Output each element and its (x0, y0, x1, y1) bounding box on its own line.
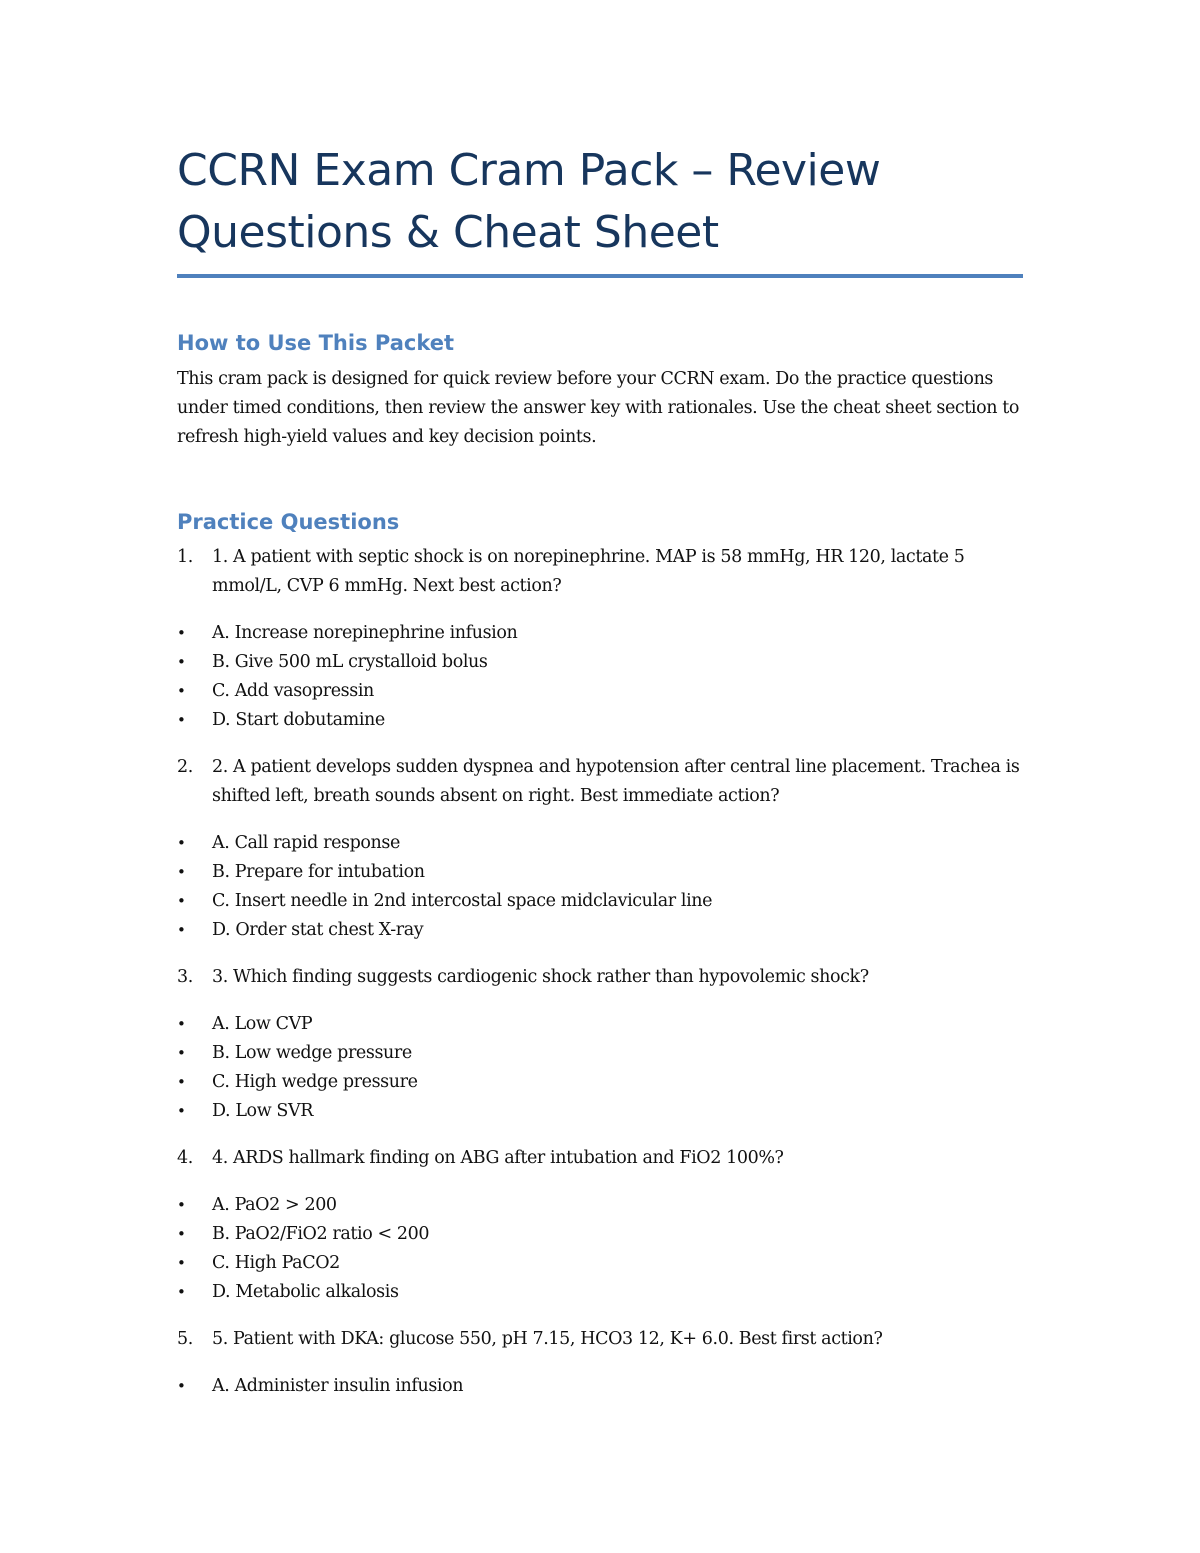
answer-option-text: D. Order stat chest X-ray (212, 920, 424, 940)
bullet-icon: • (177, 892, 186, 910)
bullet-icon: • (177, 863, 186, 881)
answer-option (177, 1039, 1023, 1068)
answer-option (177, 1220, 1023, 1249)
answer-option-text: B. PaO2/FiO2 ratio < 200 (212, 1224, 430, 1244)
question-text: 3. Which finding suggests cardiogenic shock rather than hypovolemic shock? (212, 967, 869, 987)
answer-option (177, 1249, 1023, 1278)
document-title (177, 140, 1023, 264)
answer-option-text: A. Increase norepinephrine infusion (212, 623, 518, 643)
bullet-icon: • (177, 1102, 186, 1120)
bullet-icon: • (177, 682, 186, 700)
question-text: 5. Patient with DKA: glucose 550, pH 7.15, HCO3 12, K+ 6.0. Best first action? (212, 1329, 883, 1349)
bullet-icon: • (177, 921, 186, 939)
title-line-1: CCRN Exam Cram Pack – Review (177, 145, 881, 196)
bullet-icon: • (177, 1254, 186, 1272)
answer-option-text: A. PaO2 > 200 (212, 1195, 337, 1215)
answer-option (177, 916, 1023, 945)
answer-option (177, 677, 1023, 706)
practice-question-5 (177, 1325, 1023, 1354)
answer-option-list (177, 1372, 1023, 1401)
answer-option-text: D. Start dobutamine (212, 710, 385, 730)
bullet-icon: • (177, 1044, 186, 1062)
answer-option (177, 858, 1023, 887)
answer-option-list (177, 1191, 1023, 1307)
answer-option-text: C. Insert needle in 2nd intercostal space midclavicular line (212, 891, 713, 911)
answer-option (177, 1372, 1023, 1401)
answer-option (177, 706, 1023, 735)
practice-question-2 (177, 753, 1023, 811)
answer-option-text: B. Prepare for intubation (212, 862, 425, 882)
question-number: 4. (177, 1148, 193, 1168)
bullet-icon: • (177, 711, 186, 729)
answer-option-text: C. Add vasopressin (212, 681, 374, 701)
answer-option-text: A. Call rapid response (212, 833, 400, 853)
practice-question-1 (177, 543, 1023, 601)
question-number: 2. (177, 757, 193, 777)
answer-option (177, 1097, 1023, 1126)
answer-option (177, 619, 1023, 648)
question-number: 5. (177, 1329, 193, 1349)
bullet-icon: • (177, 653, 186, 671)
answer-option (177, 1191, 1023, 1220)
answer-option (177, 1010, 1023, 1039)
practice-question-3 (177, 963, 1023, 992)
question-text: 2. A patient develops sudden dyspnea and hypotension after central line placement. Trachea is shifted left, breath sounds absent on right. Best immediate action? (212, 757, 1020, 806)
title-line-2: Questions & Cheat Sheet (177, 207, 719, 258)
answer-option (177, 1068, 1023, 1097)
answer-option (177, 829, 1023, 858)
question-text: 1. A patient with septic shock is on norepinephrine. MAP is 58 mmHg, HR 120, lactate 5 mmol/L, CVP 6 mmHg. Next best action? (212, 547, 965, 596)
document-page (177, 140, 1023, 1401)
answer-option-text: B. Give 500 mL crystalloid bolus (212, 652, 488, 672)
answer-option (177, 648, 1023, 677)
answer-option-list (177, 619, 1023, 735)
title-underline-rule (177, 274, 1023, 278)
answer-option-text: A. Low CVP (212, 1014, 313, 1034)
answer-option-text: C. High wedge pressure (212, 1072, 418, 1092)
answer-option-list (177, 829, 1023, 945)
practice-question-list (177, 543, 1023, 1401)
answer-option-list (177, 1010, 1023, 1126)
bullet-icon: • (177, 1196, 186, 1214)
bullet-icon: • (177, 834, 186, 852)
section-heading-how-to-use: How to Use This Packet (177, 331, 455, 355)
answer-option-text: C. High PaCO2 (212, 1253, 340, 1273)
answer-option-text: A. Administer insulin infusion (212, 1376, 464, 1396)
practice-question-4 (177, 1144, 1023, 1173)
answer-option-text: D. Low SVR (212, 1101, 314, 1121)
bullet-icon: • (177, 1283, 186, 1301)
question-number: 3. (177, 967, 193, 987)
bullet-icon: • (177, 1225, 186, 1243)
answer-option (177, 887, 1023, 916)
bullet-icon: • (177, 1015, 186, 1033)
question-number: 1. (177, 547, 193, 567)
bullet-icon: • (177, 624, 186, 642)
how-to-use-paragraph: This cram pack is designed for quick review before your CCRN exam. Do the practice questions under timed conditions, then review the answer key with rationales. Use the cheat sheet section to refresh high-yield values and key decision points. (177, 369, 1020, 447)
question-text: 4. ARDS hallmark finding on ABG after intubation and FiO2 100%? (212, 1148, 784, 1168)
bullet-icon: • (177, 1377, 186, 1395)
answer-option-text: D. Metabolic alkalosis (212, 1282, 399, 1302)
answer-option-text: B. Low wedge pressure (212, 1043, 412, 1063)
answer-option (177, 1278, 1023, 1307)
bullet-icon: • (177, 1073, 186, 1091)
section-heading-practice-questions: Practice Questions (177, 510, 400, 534)
